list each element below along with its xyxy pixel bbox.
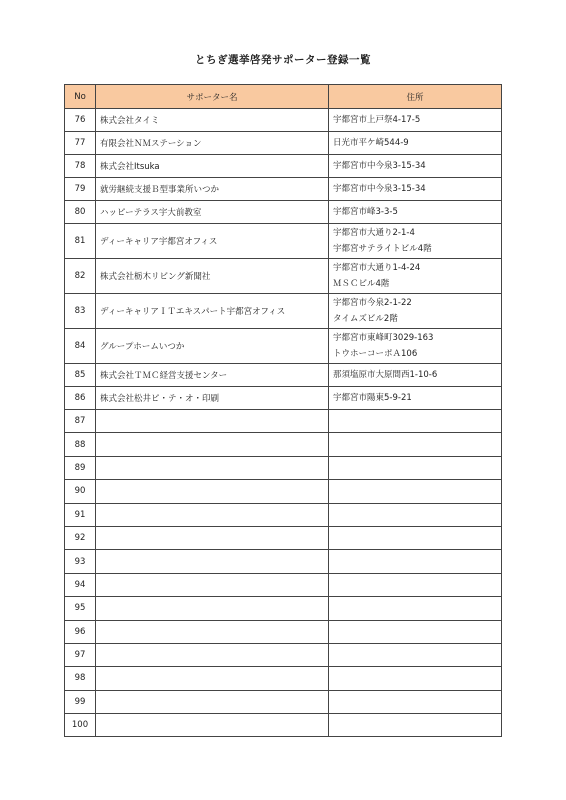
table-row: [65, 456, 502, 479]
supporter-name: 株式会社栃木リビング新聞社: [96, 259, 329, 294]
table-row: [65, 410, 502, 433]
supporter-address: [329, 550, 502, 573]
address-line: タイムズビル2階: [333, 314, 398, 324]
row-number: 94: [65, 573, 96, 596]
supporter-address: [329, 109, 502, 132]
supporter-name: [96, 550, 329, 573]
table-row: [65, 667, 502, 690]
table-row: [65, 690, 502, 713]
supporter-address: [329, 364, 502, 387]
supporter-address: [329, 643, 502, 666]
supporter-address: [329, 410, 502, 433]
row-number: 95: [65, 597, 96, 620]
supporter-name: 就労継続支援Ｂ型事業所いつか: [96, 178, 329, 201]
supporter-address: [329, 503, 502, 526]
supporter-name: 株式会社Itsuka: [96, 155, 329, 178]
supporter-address: [329, 573, 502, 596]
supporter-name: [96, 620, 329, 643]
row-number: 87: [65, 410, 96, 433]
supporter-address: [329, 329, 502, 364]
row-number: 93: [65, 550, 96, 573]
table-body: [65, 109, 502, 737]
header-address: 住所: [329, 85, 502, 109]
address-line: 宇都宮市中今泉3-15-34: [333, 161, 426, 171]
row-number: 89: [65, 456, 96, 479]
supporter-name: [96, 456, 329, 479]
row-number: 78: [65, 155, 96, 178]
row-number: 86: [65, 387, 96, 410]
supporter-address: [329, 259, 502, 294]
table-row: [65, 597, 502, 620]
page-title: とちぎ選挙啓発サポーター登録一覧: [195, 54, 371, 66]
supporter-address: [329, 620, 502, 643]
supporter-address: [329, 178, 502, 201]
row-number: 76: [65, 109, 96, 132]
address-line: 日光市平ケ崎544-9: [333, 138, 409, 148]
row-number: 84: [65, 329, 96, 364]
supporter-name: ハッピーテラス宇大前教室: [96, 201, 329, 224]
supporter-address: [329, 597, 502, 620]
supporter-name: [96, 503, 329, 526]
supporter-address: [329, 224, 502, 259]
table-row: [65, 178, 502, 201]
supporter-name: [96, 690, 329, 713]
table-row: [65, 714, 502, 737]
address-line: 宇都宮市峰3-3-5: [333, 207, 398, 217]
table-row: [65, 433, 502, 456]
table-row: [65, 503, 502, 526]
supporter-address: [329, 714, 502, 737]
row-number: 99: [65, 690, 96, 713]
row-number: 77: [65, 132, 96, 155]
supporter-address: [329, 387, 502, 410]
row-number: 92: [65, 526, 96, 549]
supporter-address: [329, 294, 502, 329]
row-number: 82: [65, 259, 96, 294]
address-line: 宇都宮市東峰町3029-163: [333, 333, 434, 343]
table-row: [65, 109, 502, 132]
row-number: 80: [65, 201, 96, 224]
supporter-name: [96, 433, 329, 456]
address-line: 宇都宮市大通り2-1-4: [333, 228, 415, 238]
address-line: 宇都宮市大通り1-4-24: [333, 263, 421, 273]
row-number: 91: [65, 503, 96, 526]
address-line: 宇都宮サテライトビル4階: [333, 244, 432, 254]
address-line: 那須塩原市大原間西1-10-6: [333, 370, 438, 380]
table-row: [65, 294, 502, 329]
table-row: [65, 132, 502, 155]
header-no: No: [65, 85, 96, 109]
supporter-address: [329, 456, 502, 479]
table-row: [65, 573, 502, 596]
table-row: [65, 329, 502, 364]
supporter-name: [96, 480, 329, 503]
supporter-name: [96, 573, 329, 596]
row-number: 96: [65, 620, 96, 643]
supporter-address: [329, 132, 502, 155]
row-number: 85: [65, 364, 96, 387]
supporter-name: [96, 714, 329, 737]
table-row: [65, 259, 502, 294]
supporter-table: [64, 84, 502, 737]
table-row: [65, 224, 502, 259]
table-row: [65, 550, 502, 573]
table-row: [65, 155, 502, 178]
header-name: サポーター名: [96, 85, 329, 109]
supporter-name: [96, 410, 329, 433]
supporter-name: 株式会社タイミ: [96, 109, 329, 132]
table-row: [65, 201, 502, 224]
table-row: [65, 387, 502, 410]
supporter-address: [329, 201, 502, 224]
supporter-name: ディーキャリア宇都宮オフィス: [96, 224, 329, 259]
supporter-name: ディーキャリアＩＴエキスパート宇都宮オフィス: [96, 294, 329, 329]
row-number: 88: [65, 433, 96, 456]
supporter-name: グループホームいつか: [96, 329, 329, 364]
supporter-name: [96, 667, 329, 690]
table-row: [65, 620, 502, 643]
supporter-address: [329, 433, 502, 456]
supporter-address: [329, 690, 502, 713]
supporter-name: 有限会社ＮＭステーション: [96, 132, 329, 155]
supporter-address: [329, 526, 502, 549]
address-line: 宇都宮市上戸祭4-17-5: [333, 115, 421, 125]
address-line: 宇都宮市中今泉3-15-34: [333, 184, 426, 194]
row-number: 90: [65, 480, 96, 503]
supporter-address: [329, 155, 502, 178]
supporter-address: [329, 480, 502, 503]
address-line: トウホーコーポＡ106: [333, 349, 418, 359]
address-line: ＭＳＣビル4階: [333, 279, 390, 289]
supporter-name: 株式会社ＴＭＣ経営支援センター: [96, 364, 329, 387]
supporter-address: [329, 667, 502, 690]
table-row: [65, 480, 502, 503]
table-row: [65, 643, 502, 666]
table-header-row: [65, 85, 502, 109]
row-number: 97: [65, 643, 96, 666]
row-number: 83: [65, 294, 96, 329]
table-row: [65, 526, 502, 549]
supporter-name: [96, 526, 329, 549]
row-number: 81: [65, 224, 96, 259]
address-line: 宇都宮市陽東5-9-21: [333, 393, 412, 403]
address-line: 宇都宮市今泉2-1-22: [333, 298, 412, 308]
supporter-name: [96, 597, 329, 620]
row-number: 100: [65, 714, 96, 737]
supporter-name: [96, 643, 329, 666]
row-number: 79: [65, 178, 96, 201]
row-number: 98: [65, 667, 96, 690]
table-row: [65, 364, 502, 387]
supporter-name: 株式会社松井ピ・テ・オ・印刷: [96, 387, 329, 410]
